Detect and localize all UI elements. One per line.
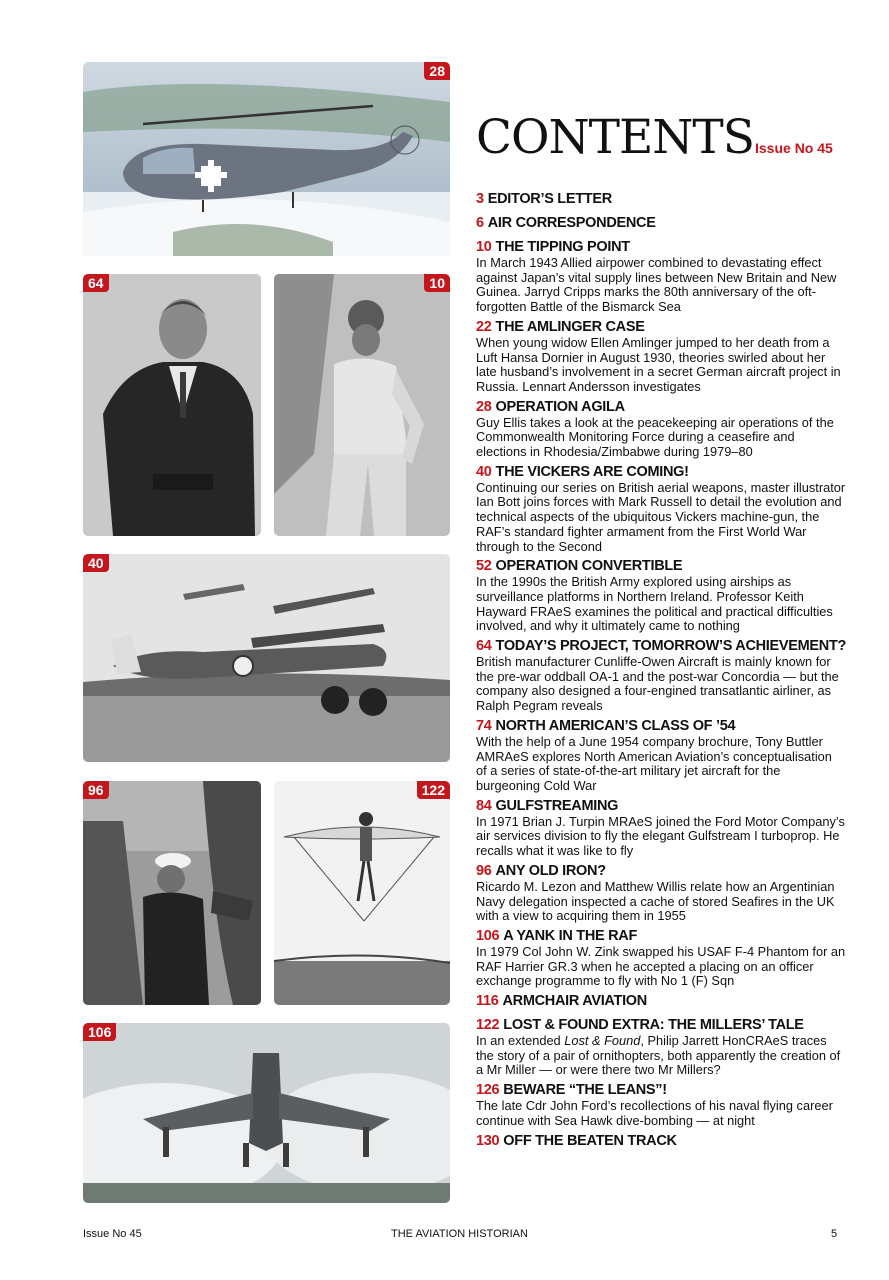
entry-title: THE AMLINGER CASE — [495, 318, 645, 335]
photo-soldier — [83, 781, 261, 1005]
harrier-image — [83, 1023, 450, 1203]
toc-entry[interactable] — [476, 557, 846, 634]
table-of-contents — [476, 190, 846, 1156]
entry-heading — [476, 992, 846, 1010]
entry-title: THE VICKERS ARE COMING! — [495, 463, 689, 480]
entry-title: LOST & FOUND EXTRA: THE MILLERS’ TALE — [503, 1017, 804, 1034]
toc-entry[interactable] — [476, 1081, 846, 1128]
entry-heading — [476, 1132, 846, 1150]
entry-title: A YANK IN THE RAF — [503, 927, 638, 944]
entry-description: The late Cdr John Ford’s recollections of his naval flying career continue with Sea Hawk dive-bombing — at night — [476, 1098, 833, 1128]
entry-heading — [476, 214, 846, 232]
entry-title: EDITOR’S LETTER — [487, 191, 612, 207]
entry-heading — [476, 1081, 846, 1099]
entry-page-number: 64 — [476, 638, 492, 655]
page-tag: 96 — [83, 781, 109, 799]
photo-helicopter — [83, 62, 450, 256]
toc-entry[interactable] — [476, 637, 846, 714]
page-tag: 28 — [424, 62, 450, 80]
page-tag: 40 — [83, 554, 109, 572]
entry-title: OPERATION CONVERTIBLE — [495, 558, 683, 575]
toc-entry[interactable] — [476, 463, 846, 555]
soldier-image — [83, 781, 261, 1005]
ornithopter-image — [274, 781, 450, 1005]
toc-entry[interactable] — [476, 717, 846, 794]
photo-portrait — [83, 274, 261, 536]
toc-entry[interactable] — [476, 1132, 846, 1150]
entry-heading — [476, 238, 846, 256]
entry-heading — [476, 927, 846, 945]
entry-title: NORTH AMERICAN’S CLASS OF ’54 — [495, 717, 736, 734]
entry-title: OPERATION AGILA — [495, 398, 625, 415]
entry-description-text: , Philip Jarrett HonCRAeS traces the story of a pair of ornithopters, both apparently the creation of a Mr Miller — or were there two Mr Millers? — [476, 1033, 841, 1078]
toc-entry[interactable] — [476, 190, 846, 208]
entry-description: British manufacturer Cunliffe-Owen Aircraft is mainly known for the pre-war oddball OA-1 and the post-war Concordia — but the company also designed a four-engined transatlantic airliner, as Ralph Pegram reveals — [476, 654, 839, 714]
toc-entry[interactable] — [476, 214, 846, 232]
page-tag: 106 — [83, 1023, 116, 1041]
entry-page-number: 22 — [476, 318, 492, 335]
masthead — [476, 110, 846, 166]
biplanes-image — [83, 554, 450, 762]
footer-page-number: 5 — [831, 1228, 838, 1240]
toc-entry[interactable] — [476, 927, 846, 989]
entry-page-number: 6 — [476, 215, 484, 231]
entry-description-text: In an extended — [476, 1033, 565, 1049]
helicopter-image — [83, 62, 450, 256]
entry-page-number: 122 — [476, 1017, 500, 1034]
photo-ornithopter — [274, 781, 450, 1005]
page-tag: 122 — [417, 781, 450, 799]
entry-title: OFF THE BEATEN TRACK — [503, 1132, 677, 1149]
aviator-image — [274, 274, 450, 536]
entry-heading — [476, 797, 846, 815]
entry-heading — [476, 190, 846, 208]
entry-title: GULFSTREAMING — [495, 797, 619, 814]
entry-description-italic: Lost & Found — [564, 1033, 641, 1049]
entry-heading — [476, 557, 846, 575]
toc-entry[interactable] — [476, 398, 846, 460]
entry-description: In the 1990s the British Army explored using airships as surveillance platforms in Northern Ireland. Professor Keith Hayward FRAeS examines the political and practical difficulties involved, and why it ultimately came to nothing — [476, 574, 833, 634]
entry-page-number: 116 — [476, 993, 499, 1010]
entry-page-number: 3 — [476, 191, 484, 207]
entry-page-number: 10 — [476, 239, 492, 255]
entry-description: With the help of a June 1954 company brochure, Tony Buttler AMRAeS explores North American Aviation’s conceptualisation of a series of state-of-the-art military jet aircraft for the burgeoning Cold War — [476, 733, 832, 793]
entry-description: In 1971 Brian J. Turpin MRAeS joined the Ford Motor Company’s air services division to fly the elegant Gulfstream I turboprop. He recalls what it was like to fly — [476, 813, 845, 859]
entry-heading — [476, 318, 846, 336]
entry-heading — [476, 862, 846, 880]
page-title: CONTENTS — [476, 110, 754, 165]
entry-heading — [476, 463, 846, 481]
entry-page-number: 28 — [476, 398, 492, 415]
photo-biplanes — [83, 554, 450, 762]
page-tag: 10 — [424, 274, 450, 292]
toc-entry[interactable] — [476, 992, 846, 1010]
portrait-image — [83, 274, 261, 536]
entry-heading — [476, 717, 846, 735]
toc-entry[interactable] — [476, 238, 846, 315]
entry-title: TODAY’S PROJECT, TOMORROW’S ACHIEVEMENT? — [495, 638, 847, 655]
entry-title: BEWARE “THE LEANS”! — [503, 1082, 667, 1099]
entry-description: Guy Ellis takes a look at the peacekeeping air operations of the Commonwealth Monitoring Force during a ceasefire and elections in Rhodesia/Zimbabwe during 1979–80 — [476, 414, 834, 460]
entry-page-number: 96 — [476, 862, 492, 879]
photo-harrier — [83, 1023, 450, 1203]
entry-description: Continuing our series on British aerial weapons, master illustrator Ian Bott joins forces with Mark Russell to detail the evolution and technical aspects of the ubiquitous Vickers machine-gun, the RAF’s standard fighter armament from the First World War through to the Second — [476, 479, 846, 554]
entry-description: In 1979 Col John W. Zink swapped his USAF F-4 Phantom for an RAF Harrier GR.3 when he accepted a placing on an officer exchange programme to fly with No 1 (F) Sqn — [476, 943, 846, 989]
entry-page-number: 126 — [476, 1082, 500, 1099]
entry-page-number: 106 — [476, 927, 500, 944]
toc-entry[interactable] — [476, 1016, 846, 1078]
entry-title: THE TIPPING POINT — [495, 239, 630, 255]
entry-title: AIR CORRESPONDENCE — [487, 215, 656, 231]
entry-page-number: 52 — [476, 558, 492, 575]
issue-number: Issue No 45 — [755, 140, 833, 156]
entry-page-number: 130 — [476, 1132, 500, 1149]
entry-title: ANY OLD IRON? — [495, 862, 606, 879]
entry-heading — [476, 1016, 846, 1034]
entry-page-number: 74 — [476, 717, 492, 734]
entry-heading — [476, 398, 846, 416]
footer-publication: THE AVIATION HISTORIAN — [391, 1228, 528, 1240]
footer-issue: Issue No 45 — [83, 1228, 142, 1240]
toc-entry[interactable] — [476, 862, 846, 924]
entry-heading — [476, 637, 846, 655]
entry-page-number: 84 — [476, 797, 492, 814]
toc-entry[interactable] — [476, 797, 846, 859]
entry-description: When young widow Ellen Amlinger jumped to her death from a Luft Hansa Dornier in August 1930, theories swirled about her late husband’s involvement in a secret German aircraft project in Russia. Lennart Andersson investigates — [476, 334, 841, 394]
photo-aviator — [274, 274, 450, 536]
entry-description: Ricardo M. Lezon and Matthew Willis relate how an Argentinian Navy delegation inspected a cache of stored Seafires in the UK with a view to acquiring them in 1955 — [476, 878, 835, 924]
entry-description — [476, 1034, 846, 1078]
entry-page-number: 40 — [476, 463, 492, 480]
entry-title: ARMCHAIR AVIATION — [502, 993, 647, 1010]
toc-entry[interactable] — [476, 318, 846, 395]
entry-description: In March 1943 Allied airpower combined to devastating effect against Japan’s vital supply lines between New Britain and New Guinea. Jarryd Cripps marks the 80th anniversary of the oft-forgotten Battle of the Bismarck Sea — [476, 255, 837, 315]
page-tag: 64 — [83, 274, 109, 292]
